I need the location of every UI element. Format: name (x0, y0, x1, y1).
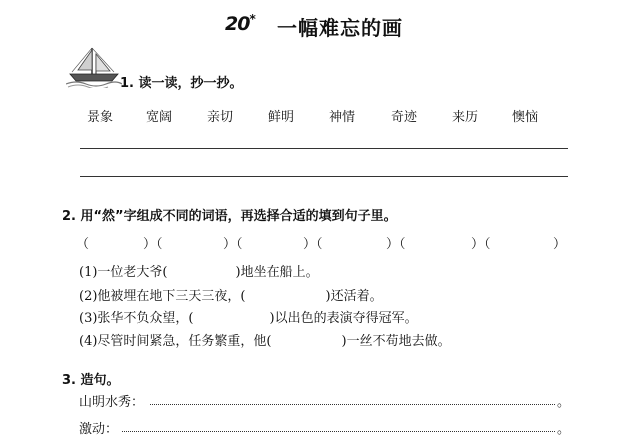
word-item: 来历 (452, 110, 479, 125)
paren-pair: ）（ (143, 237, 163, 252)
sentence-label-1: 山明水秀： (79, 395, 145, 410)
answer-line-2[interactable] (122, 431, 555, 432)
word-item: 懊恼 (512, 110, 539, 125)
copy-line[interactable] (80, 176, 568, 177)
word-item: 景象 (87, 110, 114, 125)
paren-pair: ）（ (471, 237, 491, 252)
sentence-1: (1)一位老大爷( )地坐在船上。 (79, 265, 319, 280)
section2-prompt: 2. 用“然”字组成不同的词语，再选择合适的填到句子里。 (62, 209, 397, 224)
answer-line-1[interactable] (150, 404, 555, 405)
word-item: 亲切 (207, 110, 234, 125)
paren-open: （ (76, 237, 90, 252)
section1-prompt: 1. 读一读，抄一抄。 (120, 76, 243, 91)
paren-close: ） (553, 237, 567, 252)
sailboat-icon (66, 44, 122, 88)
section3-prompt: 3. 造句。 (62, 373, 120, 388)
sentence-2: (2)他被埋在地下三天三夜，( )还活着。 (79, 289, 383, 304)
paren-pair: ）（ (303, 237, 323, 252)
period-mark: 。 (557, 422, 571, 437)
word-item: 奇迹 (391, 110, 418, 125)
lesson-title: 一幅难忘的画 (277, 16, 403, 40)
period-mark: 。 (557, 395, 571, 410)
paren-pair: ）（ (223, 237, 243, 252)
word-item: 宽阔 (146, 110, 173, 125)
paren-pair: ）（ (386, 237, 406, 252)
copy-line[interactable] (80, 148, 568, 149)
sentence-4: (4)尽管时间紧急，任务繁重，他( )一丝不苟地去做。 (79, 334, 451, 349)
sentence-3: (3)张华不负众望，( )以出色的表演夺得冠军。 (79, 311, 418, 326)
sentence-label-2: 激动： (79, 422, 119, 437)
lesson-number: 20* (225, 12, 255, 35)
word-item: 神情 (329, 110, 356, 125)
word-item: 鲜明 (268, 110, 295, 125)
